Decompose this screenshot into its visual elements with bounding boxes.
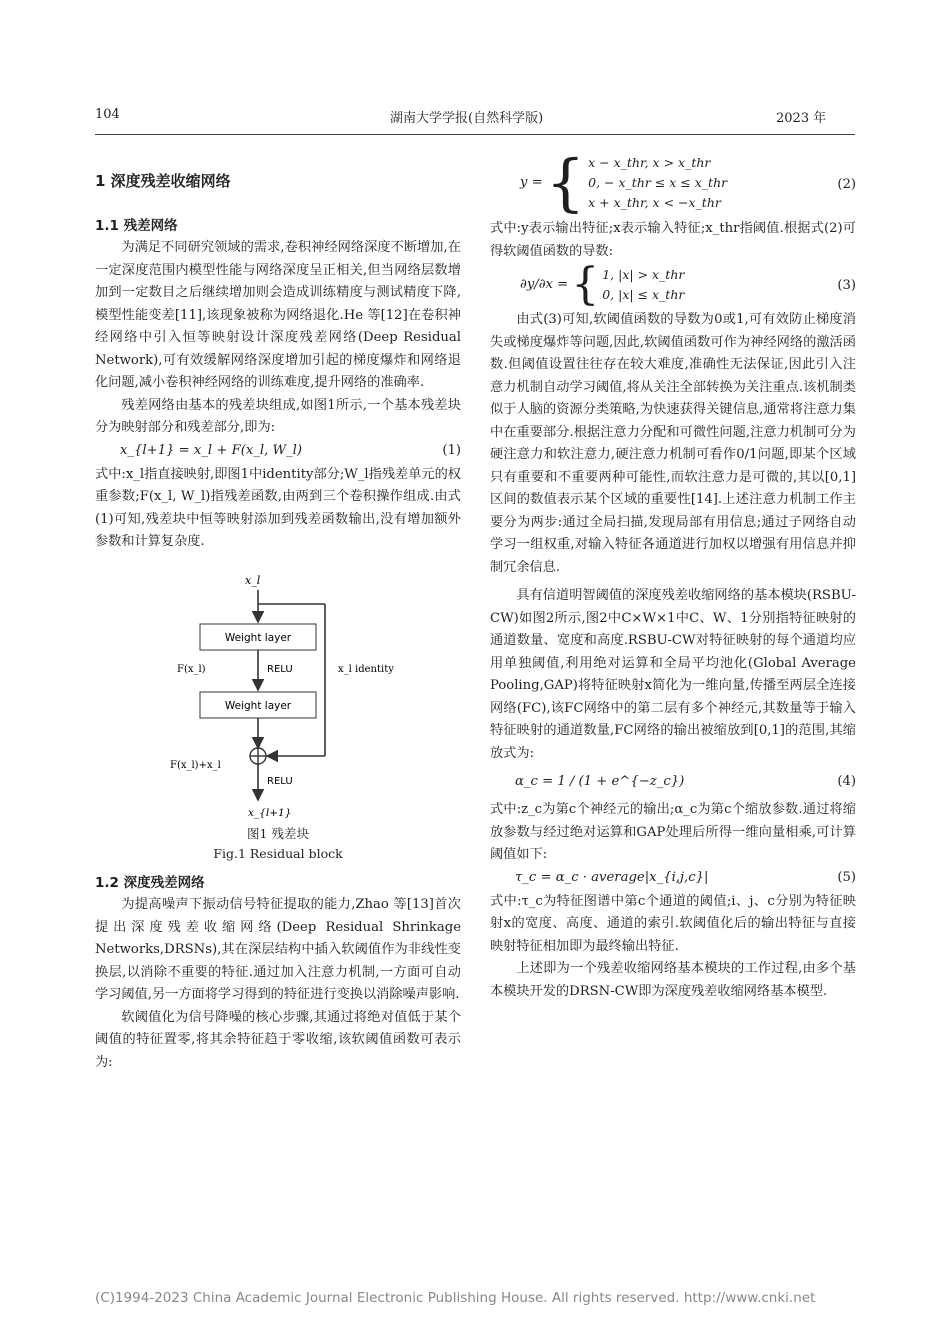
paragraph: 为提高噪声下振动信号特征提取的能力,Zhao 等[13]首次提出深度残差收缩网络(Deep Residual Shrinkage Networks,DRSNs),其在深层结构中插入软阈值作为非线性变换层,以消除不重要的特征.通过加入注意力机制,一方面可自动学习阈值,另一方面将学习得到的特征进行变换以消除噪声影响.: [95, 897, 461, 1002]
year: 2023 年: [776, 111, 827, 126]
output-label: x_{l+1}: [248, 806, 292, 819]
left-column: [95, 150, 461, 1074]
equation-2-case: x − x_thr, x > x_thr: [588, 155, 711, 170]
figure-1-caption-en: Fig.1 Residual block: [213, 845, 343, 861]
section-heading-1: 1 深度残差收缩网络: [95, 172, 231, 190]
section-heading-1-1: 1.1 残差网络: [95, 217, 178, 234]
equation-5-number: (5): [837, 869, 856, 885]
identity-label: x_l identity: [338, 663, 394, 675]
paragraph: 式中:τ_c为特征图谱中第c个通道的阈值;i、j、c分别为特征映射x的宽度、高度、通道的索引.软阈值化后的输出特征与直接映射特征相加即为最终输出特征.: [490, 893, 856, 954]
header-rule: [95, 134, 855, 135]
paragraph: 软阈值化为信号降噪的核心步骤,其通过将绝对值低于某个阈值的特征置零,将其余特征趋于零收缩,该软阈值函数可表示为:: [95, 1009, 461, 1070]
page-number: 104: [95, 107, 120, 122]
equation-2: [490, 146, 856, 219]
paragraph: 为满足不同研究领域的需求,卷积神经网络深度不断增加,在一定深度范围内模型性能与网络深度呈正相关,但当网络层数增加到一定数目之后继续增加则会造成训练精度与测试精度下降,模型性能变差[11],该现象被称为网络退化.He 等[12]在卷积神经网络中引入恒等映射设计深度残差网络(Deep Residual Network),可有效缓解网络深度增加引起的梯度爆炸和网络退化问题,减小卷积神经网络的训练难度,提升网络的准确率.: [95, 240, 461, 390]
equation-4-number: (4): [837, 774, 856, 789]
equation-2-case: 0, − x_thr ≤ x ≤ x_thr: [588, 175, 728, 190]
paragraph: 式中:z_c为第c个神经元的输出;α_c为第c个缩放参数.通过将缩放参数与经过绝对运算和GAP处理后所得一维向量相乘,可计算阈值如下:: [490, 802, 856, 862]
equation-3-case: 0, |x| ≤ x_thr: [602, 287, 685, 302]
figure-1-caption-cn: 图1 残差块: [247, 825, 309, 841]
weight-layer-1-label: Weight layer: [224, 631, 292, 644]
relu-1-label: RELU: [267, 663, 293, 675]
equation-3-brace: {: [571, 259, 600, 310]
copyright-footer: (C)1994-2023 China Academic Journal Electronic Publishing House. All rights reserved. http://www.cnki.net: [95, 1290, 816, 1306]
right-column: [490, 146, 856, 1003]
equation-2-case: x + x_thr, x < −x_thr: [588, 195, 721, 210]
paragraph: 式中:y表示输出特征;x表示输入特征;x_thr指阈值.根据式(2)可得软阈值函数的导数:: [490, 221, 856, 259]
paragraph: 式中:x_l指直接映射,即图1中identity部分;W_l指残差单元的权重参数;F(x_l, W_l)指残差函数,由两到三个卷积操作组成.由式(1)可知,残差块中恒等映射添加到残差函数输出,没有增加额外参数和计算复杂度.: [95, 466, 461, 549]
equation-2-number: (2): [837, 177, 856, 192]
section-heading-1-2: 1.2 深度残差网络: [95, 874, 205, 891]
equation-3-case: 1, |x| > x_thr: [602, 267, 685, 282]
equation-1-body: x_{l+1} = x_l + F(x_l, W_l): [120, 442, 303, 458]
paragraph: 上述即为一个残差收缩网络基本模块的工作过程,由多个基本模块开发的DRSN-CW即为深度残差收缩网络基本模型.: [490, 961, 856, 999]
equation-5: [490, 867, 856, 891]
paragraph: 具有信道明智阈值的深度残差收缩网络的基本模块(RSBU-CW)如图2所示,图2中C×W×1中C、W、1分别指特征映射的通道数量、宽度和高度.RSBU-CW对特征映射的每个通道均应用单独阈值,利用绝对运算和全局平均池化(Global Average Pooling,GAP)将特征映射x简化为一维向量,传播至两层全连接网络(FC),该FC网络中的第二层有多个神经元,其数量等于输入特征映射的通道数量,FC网络的输出被缩放到[0,1]的范围,其缩放式为:: [490, 588, 856, 761]
sum-label: F(x_l)+x_l: [170, 759, 221, 771]
equation-1: [95, 440, 461, 464]
equation-2-lhs: y =: [520, 174, 543, 190]
equation-4: [490, 765, 856, 799]
weight-layer-2-label: Weight layer: [224, 699, 292, 712]
fx-label: F(x_l): [177, 663, 206, 675]
equation-1-number: (1): [442, 442, 461, 458]
equation-3: [490, 259, 856, 310]
equation-3-lhs: ∂y/∂x =: [520, 276, 569, 292]
journal-name: 湖南大学学报(自然科学版): [390, 111, 544, 126]
residual-block-diagram: [95, 554, 461, 824]
input-label: x_l: [245, 573, 261, 587]
figure-1-residual-block: [95, 554, 461, 824]
equation-3-number: (3): [837, 278, 856, 293]
equation-2-brace: {: [545, 146, 586, 219]
equation-5-body: τ_c = α_c · average|x_{i,j,c}|: [515, 869, 709, 885]
paragraph: 残差网络由基本的残差块组成,如图1所示,一个基本残差块分为映射部分和残差部分,即为:: [95, 397, 461, 435]
paragraph: 由式(3)可知,软阈值函数的导数为0或1,可有效防止梯度消失或梯度爆炸等问题,因此,软阈值函数可作为神经网络的激活函数.但阈值设置往往存在较大难度,准确性无法保证,因此引入注意力机制自动学习阈值,将从关注全部转换为关注重点.该机制类似于人脑的资源分类策略,为快速获得关键信息,通常将注意力集中在重要部分.根据注意力分配和可微性问题,注意力机制可分为硬注意力和软注意力,硬注意力机制可看作0/1问题,即某个区域只有重要和不重要两种可能性,而软注意力是可微的,其以[0,1]区间的数值表示某个区域的重要性[14].上述注意力机制工作主要分为两步:通过全局扫描,发现局部有用信息;通过子网络自动学习一组权重,对输入特征各通道进行加权以增强有用信息并抑制冗余信息.: [490, 312, 856, 575]
equation-4-body: α_c = 1 / (1 + e^{−z_c}): [515, 774, 685, 789]
relu-2-label: RELU: [267, 775, 293, 787]
